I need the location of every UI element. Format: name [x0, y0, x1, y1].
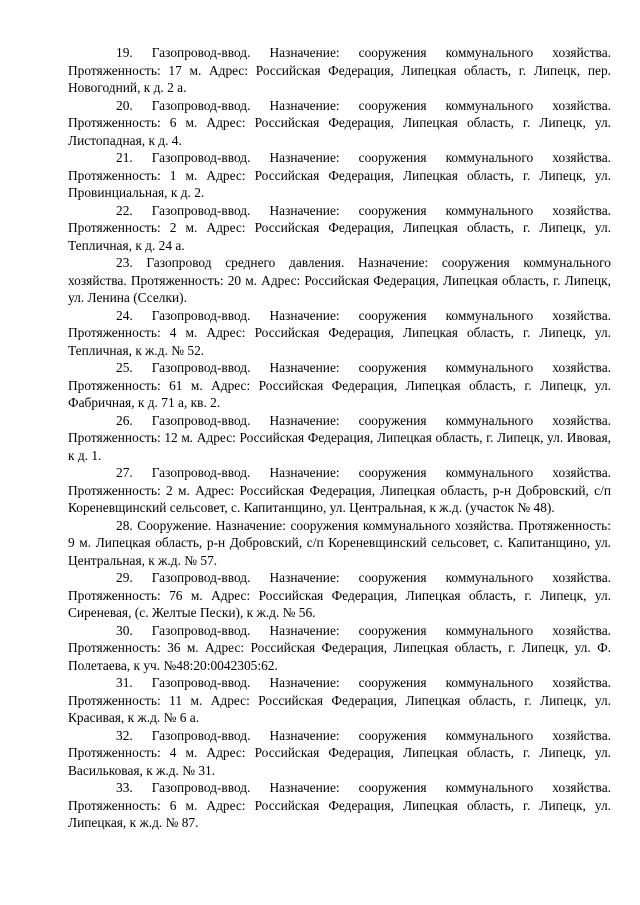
list-item-26: 26. Газопровод-ввод. Назначение: сооружения коммунального хозяйства. Протяженность: 12 м. Адрес: Российская Федерация, Липецкая область, г. Липецк, ул. Ивовая, к д. 1. — [68, 412, 611, 463]
list-item-28: 28. Сооружение. Назначение: сооружения коммунального хозяйства. Протяженность: 9 м. Липецкая область, р-н Добровский, с/п Кореневщинский сельсовет, с. Капитанщино, ул. Центральная, к ж.д. № 57. — [68, 517, 611, 568]
list-item-27: 27. Газопровод-ввод. Назначение: сооружения коммунального хозяйства. Протяженность: 2 м. Адрес: Российская Федерация, Липецкая область, р-н Добровский, с/п Кореневщинский сельсовет, с. Капитанщино, ул. Центральная, к ж.д. (участок № 48). — [68, 465, 611, 515]
list-item-33: 33. Газопровод-ввод. Назначение: сооружения коммунального хозяйства. Протяженность: 6 м. Адрес: Российская Федерация, Липецкая область, г. Липецк, ул. Липецкая, к ж.д. № 87. — [68, 780, 611, 830]
list-item-31: 31. Газопровод-ввод. Назначение: сооружения коммунального хозяйства. Протяженность: 11 м. Адрес: Российская Федерация, Липецкая область, г. Липецк, ул. Красивая, к ж.д. № 6 а. — [68, 675, 611, 725]
list-item-29: 29. Газопровод-ввод. Назначение: сооружения коммунального хозяйства. Протяженность: 76 м. Адрес: Российская Федерация, Липецкая область, г. Липецк, ул. Сиреневая, (с. Желтые Пески), к ж.д. № 56. — [68, 570, 611, 620]
list-item-32: 32. Газопровод-ввод. Назначение: сооружения коммунального хозяйства. Протяженность: 4 м. Адрес: Российская Федерация, Липецкая область, г. Липецк, ул. Васильковая, к ж.д. № 31. — [68, 727, 611, 778]
list-item-25: 25. Газопровод-ввод. Назначение: сооружения коммунального хозяйства. Протяженность: 61 м. Адрес: Российская Федерация, Липецкая область, г. Липецк, ул. Фабричная, к д. 71 а, кв. 2. — [68, 360, 611, 410]
list-item-21: 21. Газопровод-ввод. Назначение: сооружения коммунального хозяйства. Протяженность: 1 м. Адрес: Российская Федерация, Липецкая область, г. Липецк, ул. Провинциальная, к д. 2. — [68, 150, 611, 200]
list-item-30: 30. Газопровод-ввод. Назначение: сооружения коммунального хозяйства. Протяженность: 36 м. Адрес: Российская Федерация, Липецкая область, г. Липецк, ул. Ф. Полетаева, к уч. №48:20:0042305:62. — [68, 622, 611, 673]
list-item-23: 23. Газопровод среднего давления. Назначение: сооружения коммунального хозяйства. Протяженность: 20 м. Адрес: Российская Федерация, Липецкая область, г. Липецк, ул. Ленина (Сселки). — [68, 255, 611, 305]
document-page — [68, 44, 611, 832]
list-item-20: 20. Газопровод-ввод. Назначение: сооружения коммунального хозяйства. Протяженность: 6 м. Адрес: Российская Федерация, Липецкая область, г. Липецк, ул. Листопадная, к д. 4. — [68, 97, 611, 148]
list-item-19: 19. Газопровод-ввод. Назначение: сооружения коммунального хозяйства. Протяженность: 17 м. Адрес: Российская Федерация, Липецкая область, г. Липецк, пер. Новогодний, к д. 2 а. — [68, 45, 611, 95]
list-item-24: 24. Газопровод-ввод. Назначение: сооружения коммунального хозяйства. Протяженность: 4 м. Адрес: Российская Федерация, Липецкая область, г. Липецк, ул. Тепличная, к ж.д. № 52. — [68, 307, 611, 358]
list-item-22: 22. Газопровод-ввод. Назначение: сооружения коммунального хозяйства. Протяженность: 2 м. Адрес: Российская Федерация, Липецкая область, г. Липецк, ул. Тепличная, к д. 24 а. — [68, 202, 611, 253]
